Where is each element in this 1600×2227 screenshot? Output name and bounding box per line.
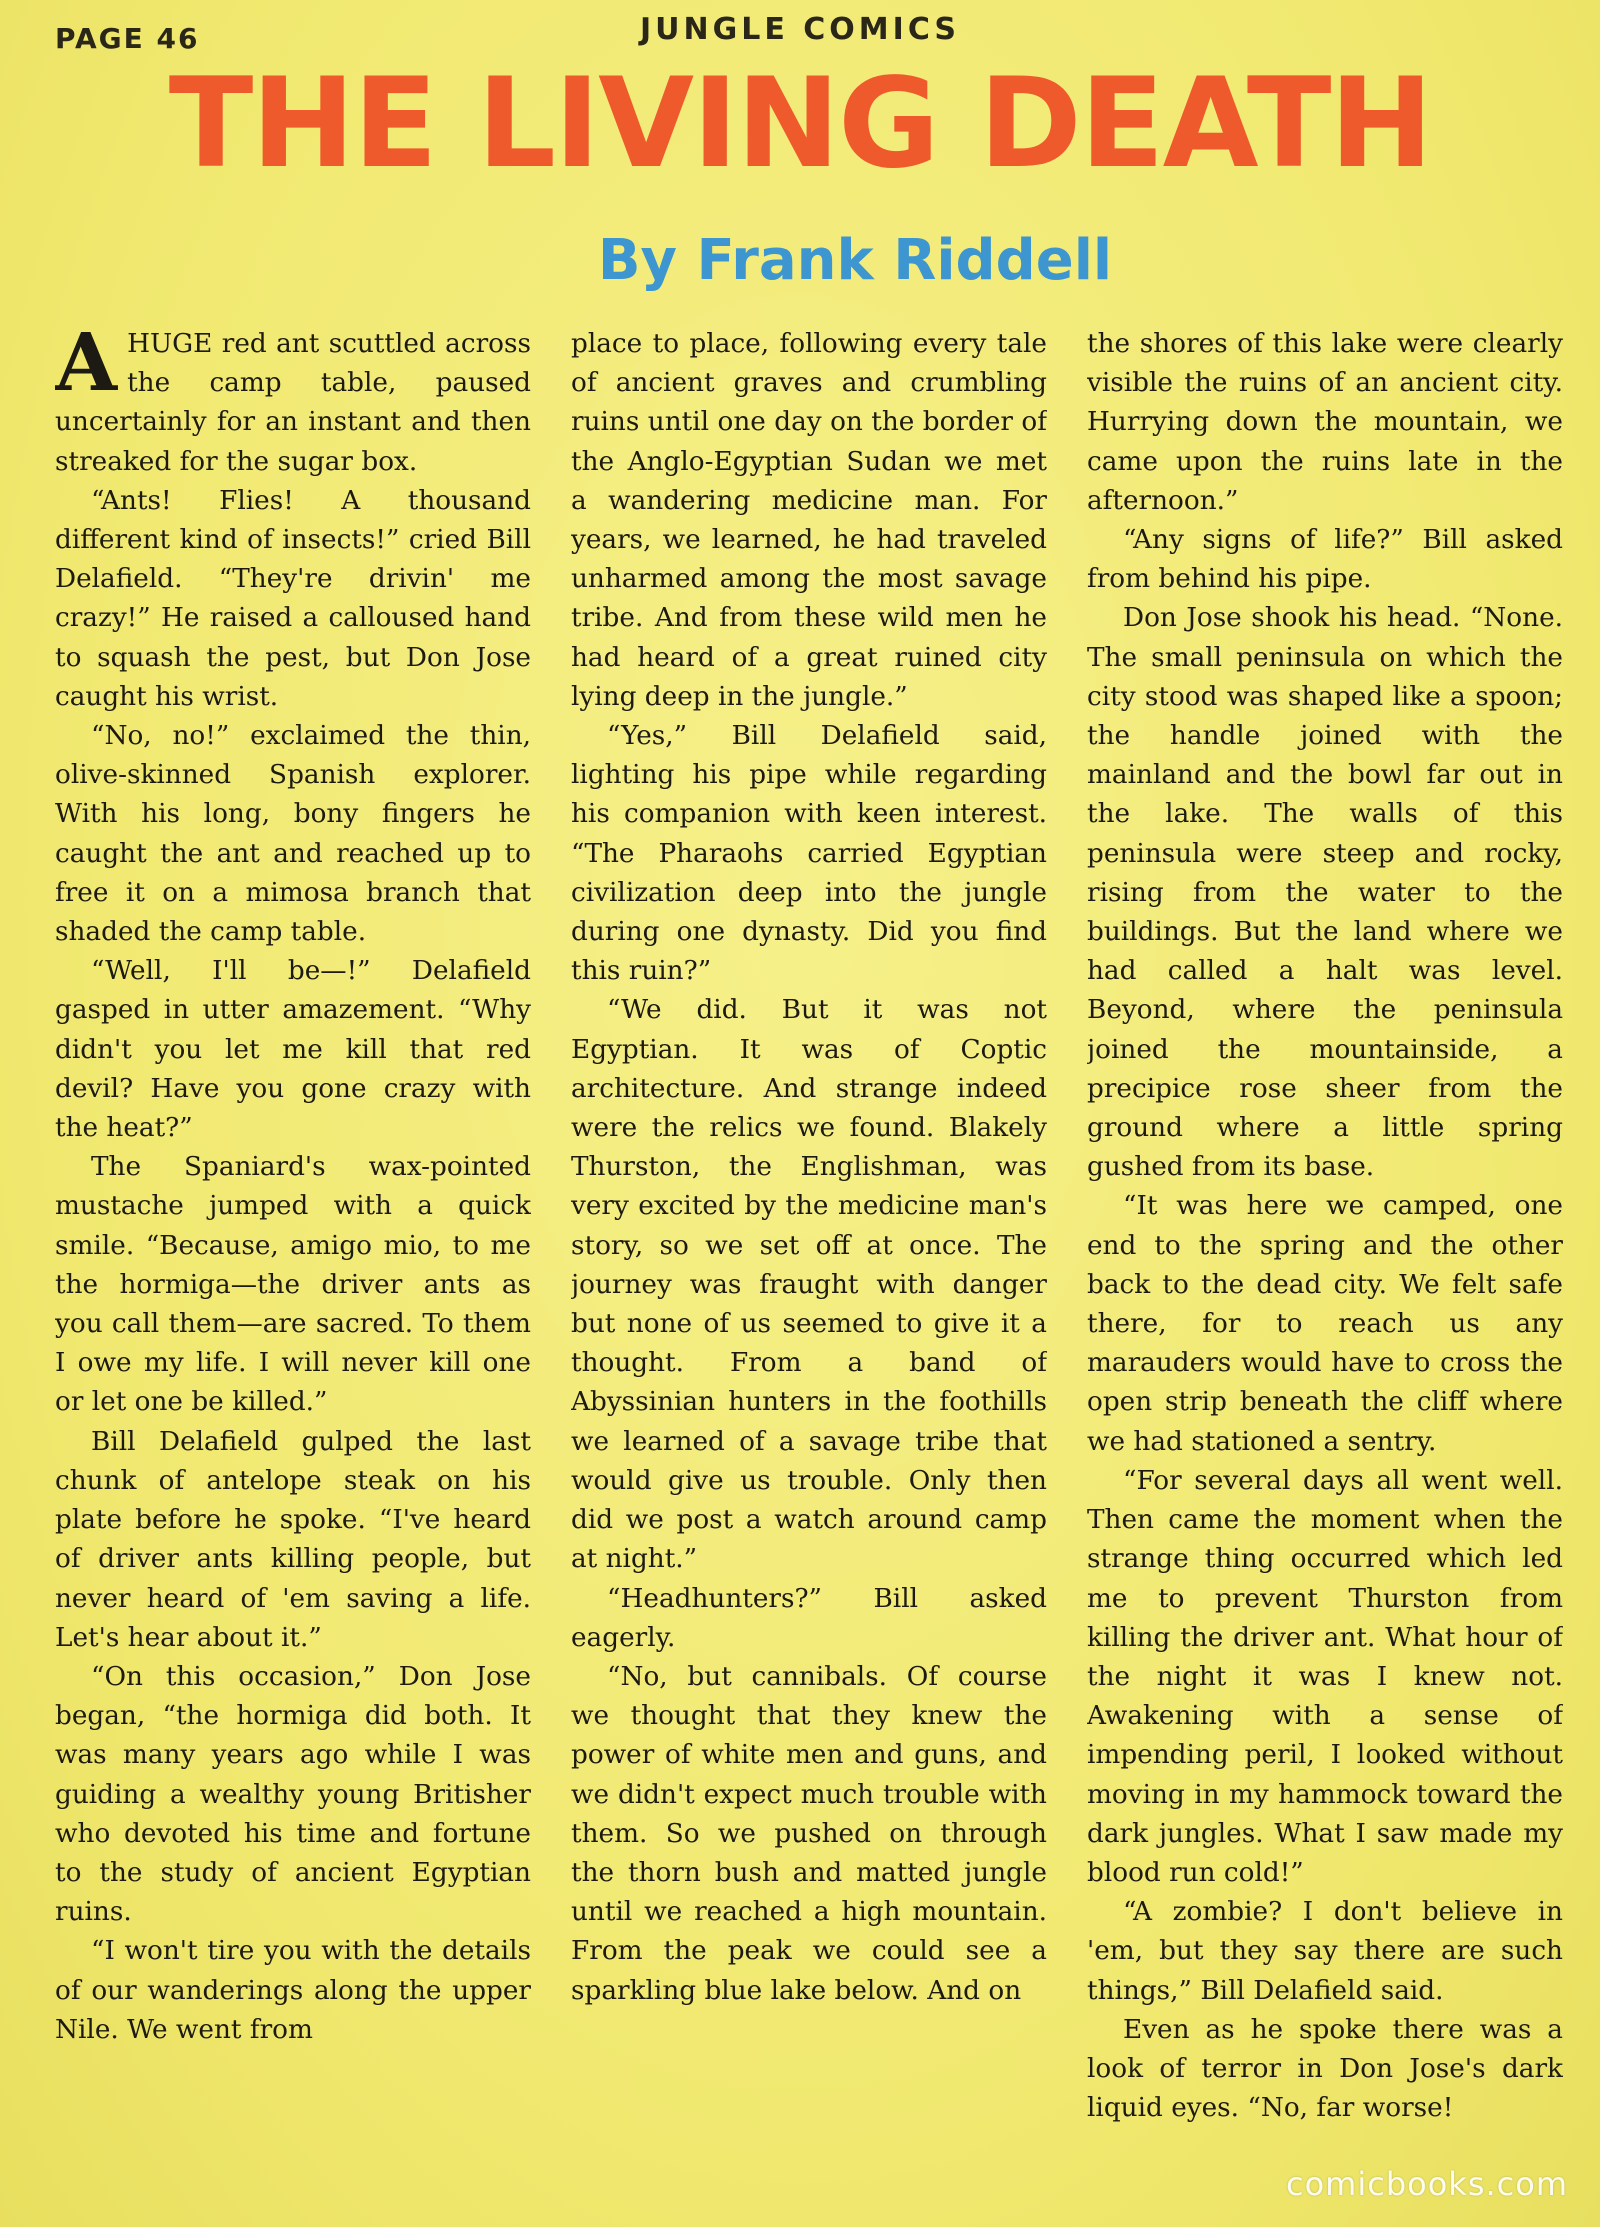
running-head: JUNGLE COMICS	[639, 12, 961, 47]
column-2	[571, 325, 1047, 2165]
paragraph: “It was here we camped, one end to the spring and the other back to the dead city. We felt safe there, for to reach us any marauders would have to cross the open strip beneath the cliff where we had stationed a sentry.	[1087, 1191, 1563, 1457]
paragraph: A HUGE red ant scuttled across the camp table, paused uncertainly for an instant and then streaked for the sugar box.	[55, 325, 531, 477]
paragraph: “Ants! Flies! A thousand different kind of insects!” cried Bill Delafield. “They're drivin' me crazy!” He raised a calloused hand to squash the pest, but Don Jose caught his wrist.	[55, 485, 531, 712]
paragraph: “No, no!” exclaimed the thin, olive-skinned Spanish explorer. With his long, bony fingers he caught the ant and reached up to free it on a mimosa branch that shaded the camp table.	[55, 721, 531, 948]
paragraph: “Well, I'll be—!” Delafield gasped in utter amazement. “Why didn't you let me kill that red devil? Have you gone crazy with the heat?”	[55, 956, 531, 1144]
text-columns	[55, 325, 1565, 2165]
paragraph: Don Jose shook his head. “None. The small peninsula on which the city stood was shaped like a spoon; the handle joined with the mainland and the bowl far out in the lake. The walls of this peninsula were steep and rocky, rising from the water to the buildings. But the land where we had called a halt was level. Beyond, where the peninsula joined the mountainside, a precipice rose sheer from the ground where a little spring gushed from its base.	[1087, 603, 1563, 1183]
paragraph: Even as he spoke there was a look of terror in Don Jose's dark liquid eyes. “No, far worse!	[1087, 2014, 1563, 2124]
story-byline: By Frank Riddell	[597, 228, 1113, 293]
paragraph: the shores of this lake were clearly visible the ruins of an ancient city. Hurrying down the mountain, we came upon the ruins late in the afternoon.”	[1087, 329, 1563, 516]
drop-cap: A	[55, 325, 118, 409]
paragraph: Bill Delafield gulped the last chunk of antelope steak on his plate before he spoke. “I've heard of driver ants killing people, but never heard of 'em saving a life. Let's hear about it.”	[55, 1426, 531, 1653]
paragraph: “We did. But it was not Egyptian. It was of Coptic architecture. And strange indeed were the relics we found. Blakely Thurston, the Englishman, was very excited by the medicine man's story, so we set off at once. The journey was fraught with danger but none of us seemed to give it a thought. From a band of Abyssinian hunters in the foothills we learned of a savage tribe that would give us trouble. Only then did we post a watch around camp at night.”	[571, 995, 1047, 1575]
column-1	[55, 325, 531, 2165]
paragraph: “A zombie? I don't believe in 'em, but they say there are such things,” Bill Delafield said.	[1087, 1897, 1563, 2006]
paragraph: “Any signs of life?” Bill asked from behind his pipe.	[1087, 525, 1563, 595]
watermark: comicbooks.com	[1285, 2165, 1568, 2203]
paragraph: “Headhunters?” Bill asked eagerly.	[571, 1583, 1047, 1653]
paragraph: The Spaniard's wax-pointed mustache jumped with a quick smile. “Because, amigo mio, to me the hormiga—the driver ants as you call them—are sacred. To them I owe my life. I will never kill one or let one be killed.”	[55, 1152, 531, 1418]
paragraph: “On this occasion,” Don Jose began, “the hormiga did both. It was many years ago while I was guiding a wealthy young Britisher who devoted his time and fortune to the study of ancient Egyptian ruins.	[55, 1661, 531, 1928]
paragraph: “No, but cannibals. Of course we thought that they knew the power of white men and guns, and we didn't expect much trouble with them. So we pushed on through the thorn bush and matted jungle until we reached a high mountain. From the peak we could see a sparkling blue lake below. And on	[571, 1661, 1047, 2006]
paragraph: place to place, following every tale of ancient graves and crumbling ruins until one day on the border of the Anglo-Egyptian Sudan we met a wandering medicine man. For years, we learned, he had traveled unharmed among the most savage tribe. And from these wild men he had heard of a great ruined city lying deep in the jungle.”	[571, 329, 1047, 712]
column-3	[1087, 325, 1563, 2165]
paragraph: “For several days all went well. Then came the moment when the strange thing occurred which led me to prevent Thurston from killing the driver ant. What hour of the night it was I knew not. Awakening with a sense of impending peril, I looked without moving in my hammock toward the dark jungles. What I saw made my blood run cold!”	[1087, 1465, 1563, 1888]
paragraph: “Yes,” Bill Delafield said, lighting his pipe while regarding his companion with keen interest. “The Pharaohs carried Egyptian civilization deep into the jungle during one dynasty. Did you find this ruin?”	[571, 721, 1047, 987]
page-number: PAGE 46	[55, 22, 200, 55]
paragraph: “I won't tire you with the details of our wanderings along the upper Nile. We went from	[55, 1936, 531, 2045]
story-title: THE LIVING DEATH	[168, 52, 1432, 196]
